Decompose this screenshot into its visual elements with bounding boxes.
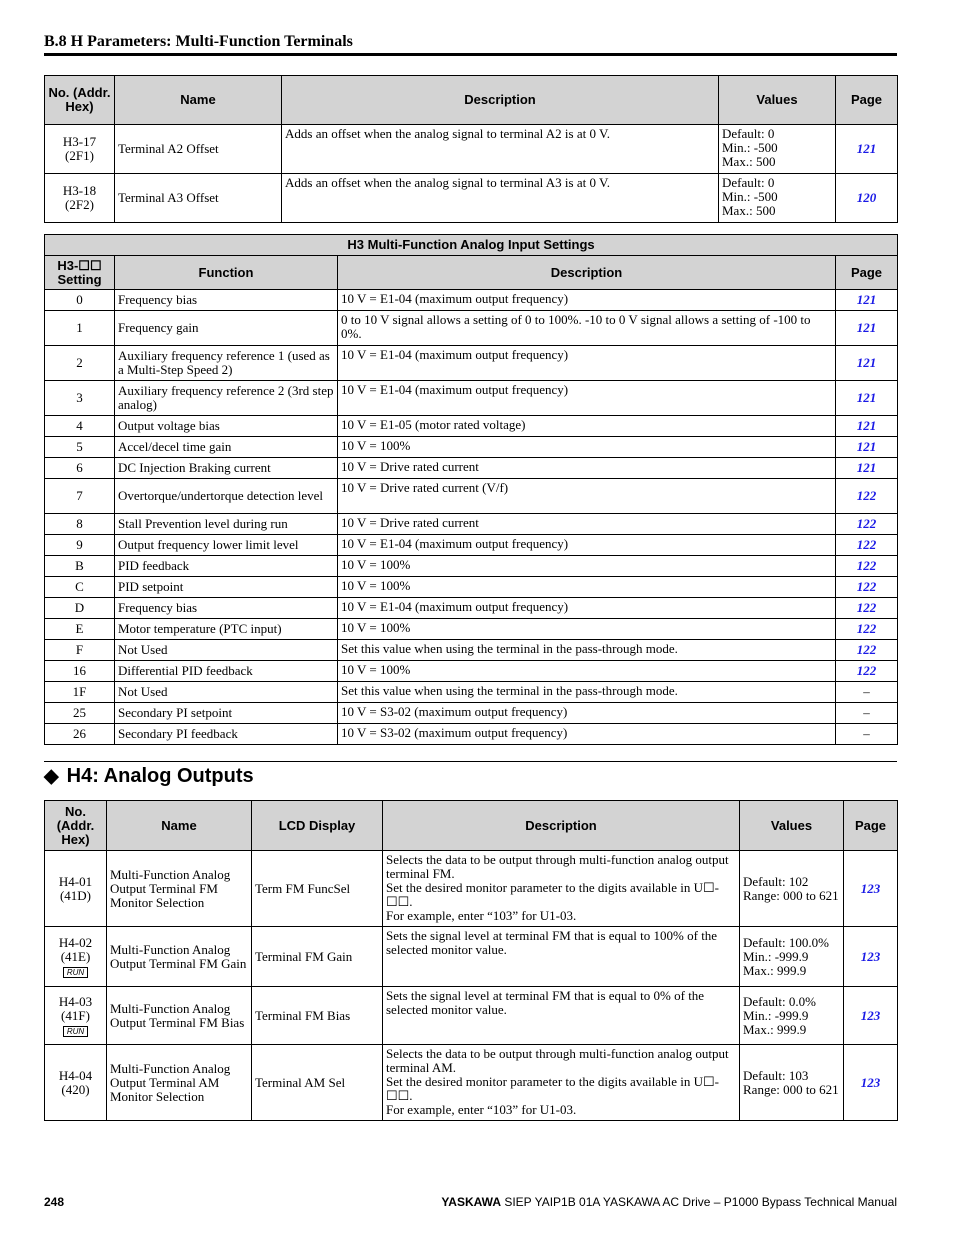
parameter-number: [45, 987, 107, 1045]
table-row: [45, 987, 898, 1045]
lcd-display-text: Term FM FuncSel: [252, 851, 383, 927]
parameter-description: Adds an offset when the analog signal to terminal A3 is at 0 V.: [282, 174, 719, 223]
page-link[interactable]: 121: [836, 290, 898, 311]
function-name: PID setpoint: [115, 577, 338, 598]
setting-description: 10 V = 100%: [338, 577, 836, 598]
column-header-values: Values: [719, 76, 836, 125]
column-header-setting: H3-☐☐ Setting: [45, 256, 115, 290]
setting-description: 10 V = Drive rated current: [338, 514, 836, 535]
page-link[interactable]: 122: [836, 598, 898, 619]
table-row: [45, 682, 898, 703]
page-link[interactable]: 123: [844, 851, 898, 927]
table-row: [45, 927, 898, 987]
parameter-address: (420): [61, 1081, 90, 1097]
setting-description: 10 V = 100%: [338, 556, 836, 577]
column-header-values: Values: [740, 801, 844, 851]
page-link: –: [836, 682, 898, 703]
lcd-display-text: Terminal FM Bias: [252, 987, 383, 1045]
parameter-description: [383, 927, 740, 987]
function-name: PID feedback: [115, 556, 338, 577]
setting-description: 10 V = E1-04 (maximum output frequency): [338, 346, 836, 381]
parameter-table-h3: [44, 75, 898, 223]
parameter-address: (41F): [61, 1007, 90, 1023]
parameter-id: H4-01: [58, 873, 93, 889]
table-row: [45, 598, 898, 619]
function-name: Frequency bias: [115, 598, 338, 619]
function-name: Frequency gain: [115, 311, 338, 346]
parameter-values: [719, 125, 836, 174]
parameter-description: [383, 987, 740, 1045]
column-header-description: Description: [282, 76, 719, 125]
parameter-address: (2F1): [65, 148, 94, 163]
parameter-id: H4-03: [58, 993, 93, 1009]
value-line: Default: 0: [722, 126, 775, 141]
run-badge: RUN: [63, 967, 88, 978]
setting-description: 10 V = S3-02 (maximum output frequency): [338, 703, 836, 724]
table-row: [45, 458, 898, 479]
parameter-id: H3-17: [62, 134, 97, 149]
setting-value: F: [45, 640, 115, 661]
header-rule: [44, 53, 897, 56]
parameter-name: Terminal A2 Offset: [115, 125, 282, 174]
page-link[interactable]: 121: [836, 346, 898, 381]
value-line: Range: 000 to 621: [743, 1081, 839, 1097]
description-line: Set the desired monitor parameter to the digits available in U☐-☐☐.: [386, 880, 719, 909]
setting-value: 0: [45, 290, 115, 311]
function-name: Frequency bias: [115, 290, 338, 311]
table-row: [45, 556, 898, 577]
page-link[interactable]: 120: [836, 174, 898, 223]
value-line: Min.: -999.9: [743, 1007, 809, 1023]
table-row: [45, 416, 898, 437]
parameter-values: [740, 927, 844, 987]
column-header-no: No. (Addr. Hex): [45, 801, 107, 851]
column-header-no: No. (Addr. Hex): [45, 76, 115, 125]
setting-value: 3: [45, 381, 115, 416]
page-link[interactable]: 123: [844, 927, 898, 987]
page-link[interactable]: 122: [836, 577, 898, 598]
value-line: Max.: 500: [722, 154, 776, 169]
parameter-description: [383, 851, 740, 927]
parameter-number: [45, 851, 107, 927]
table-row: [45, 290, 898, 311]
setting-value: 4: [45, 416, 115, 437]
parameter-name: Multi-Function Analog Output Terminal FM Monitor Selection: [107, 851, 252, 927]
value-line: Min.: -500: [722, 140, 778, 155]
section-header: B.8 H Parameters: Multi-Function Terminals: [44, 33, 353, 50]
setting-value: 25: [45, 703, 115, 724]
column-header-description: Description: [338, 256, 836, 290]
column-header-name: Name: [115, 76, 282, 125]
table-row: [45, 577, 898, 598]
value-line: Min.: -999.9: [743, 948, 809, 964]
page-link[interactable]: 121: [836, 416, 898, 437]
setting-value: 1F: [45, 682, 115, 703]
setting-value: C: [45, 577, 115, 598]
setting-value: 8: [45, 514, 115, 535]
parameter-id: H4-04: [58, 1067, 93, 1083]
section-heading-h4: [44, 765, 254, 788]
setting-description: 10 V = S3-02 (maximum output frequency): [338, 724, 836, 745]
table-row: [45, 703, 898, 724]
parameter-address: (41D): [59, 887, 92, 903]
value-line: Max.: 500: [722, 203, 776, 218]
function-name: Overtorque/undertorque detection level: [115, 479, 338, 514]
parameter-description: Adds an offset when the analog signal to terminal A2 is at 0 V.: [282, 125, 719, 174]
table-row: [45, 1045, 898, 1121]
function-name: Auxiliary frequency reference 1 (used as a Multi-Step Speed 2): [115, 346, 338, 381]
table-row: [45, 535, 898, 556]
function-name: Secondary PI setpoint: [115, 703, 338, 724]
setting-value: 1: [45, 311, 115, 346]
setting-value: E: [45, 619, 115, 640]
page-link[interactable]: 123: [844, 1045, 898, 1121]
table-title: H3 Multi-Function Analog Input Settings: [45, 235, 898, 256]
page-link[interactable]: 121: [836, 125, 898, 174]
parameter-id: H3-18: [62, 183, 97, 198]
run-badge: RUN: [63, 1026, 88, 1037]
footer-title: [441, 1195, 897, 1209]
parameter-number: [45, 125, 115, 174]
setting-description: 0 to 10 V signal allows a setting of 0 to 100%. -10 to 0 V signal allows a setting of -100 to 0%.: [338, 311, 836, 346]
description-line: Selects the data to be output through multi-function analog output terminal AM.: [386, 1046, 729, 1075]
setting-description: Set this value when using the terminal in the pass-through mode.: [338, 682, 836, 703]
table-row: [45, 724, 898, 745]
setting-value: 6: [45, 458, 115, 479]
function-name: Auxiliary frequency reference 2 (3rd step analog): [115, 381, 338, 416]
page-link[interactable]: 122: [836, 640, 898, 661]
description-line: Sets the signal level at terminal FM that is equal to 100% of the selected monitor value.: [386, 928, 718, 957]
page-link[interactable]: 122: [836, 535, 898, 556]
value-line: Range: 000 to 621: [743, 887, 839, 903]
column-header-lcd-display: LCD Display: [252, 801, 383, 851]
page-link[interactable]: 122: [836, 479, 898, 514]
parameter-values: [740, 1045, 844, 1121]
setting-description: 10 V = E1-04 (maximum output frequency): [338, 381, 836, 416]
setting-value: 9: [45, 535, 115, 556]
manual-title: SIEP YAIP1B 01A YASKAWA AC Drive – P1000 Bypass Technical Manual: [504, 1195, 897, 1209]
h3-settings-table: [44, 234, 898, 745]
table-row: [45, 479, 898, 514]
setting-value: 16: [45, 661, 115, 682]
setting-description: 10 V = 100%: [338, 661, 836, 682]
parameter-number: [45, 927, 107, 987]
description-line: For example, enter “103” for U1-03.: [386, 908, 577, 923]
page-link[interactable]: 122: [836, 619, 898, 640]
setting-description: 10 V = E1-04 (maximum output frequency): [338, 535, 836, 556]
setting-value: 7: [45, 479, 115, 514]
page-link[interactable]: 122: [836, 556, 898, 577]
table-row: [45, 174, 898, 223]
parameter-values: [740, 987, 844, 1045]
heading-text: H4: Analog Outputs: [66, 765, 254, 787]
table-row: [45, 125, 898, 174]
lcd-display-text: Terminal AM Sel: [252, 1045, 383, 1121]
diamond-bullet-icon: ◆: [44, 766, 59, 787]
column-header-page: Page: [844, 801, 898, 851]
table-row: [45, 311, 898, 346]
page-link: –: [836, 724, 898, 745]
parameter-name: Multi-Function Analog Output Terminal AM Monitor Selection: [107, 1045, 252, 1121]
value-line: Default: 103: [743, 1067, 809, 1083]
column-header-description: Description: [383, 801, 740, 851]
parameter-name: Terminal A3 Offset: [115, 174, 282, 223]
lcd-display-text: Terminal FM Gain: [252, 927, 383, 987]
parameter-number: [45, 1045, 107, 1121]
value-line: Default: 0.0%: [743, 993, 816, 1009]
setting-description: 10 V = Drive rated current (V/f): [338, 479, 836, 514]
page-link[interactable]: 121: [836, 437, 898, 458]
table-row: [45, 346, 898, 381]
parameter-description: [383, 1045, 740, 1121]
value-line: Default: 0: [722, 175, 775, 190]
setting-description: Set this value when using the terminal in the pass-through mode.: [338, 640, 836, 661]
brand-name: YASKAWA: [441, 1195, 501, 1209]
parameter-name: Multi-Function Analog Output Terminal FM Bias: [107, 987, 252, 1045]
value-line: Max.: 999.9: [743, 1021, 807, 1037]
parameter-address: (41E): [60, 948, 91, 964]
page-link[interactable]: 122: [836, 514, 898, 535]
column-header-function: Function: [115, 256, 338, 290]
setting-description: 10 V = E1-04 (maximum output frequency): [338, 290, 836, 311]
description-line: For example, enter “103” for U1-03.: [386, 1102, 577, 1117]
table-row: [45, 514, 898, 535]
setting-description: 10 V = E1-05 (motor rated voltage): [338, 416, 836, 437]
table-row: [45, 640, 898, 661]
description-line: Selects the data to be output through multi-function analog output terminal FM.: [386, 852, 729, 881]
value-line: Max.: 999.9: [743, 962, 807, 978]
parameter-values: [719, 174, 836, 223]
parameter-id: H4-02: [58, 934, 93, 950]
page-number: 248: [44, 1195, 65, 1209]
parameter-address: (2F2): [65, 197, 94, 212]
function-name: Output frequency lower limit level: [115, 535, 338, 556]
function-name: Stall Prevention level during run: [115, 514, 338, 535]
description-line: Sets the signal level at terminal FM that is equal to 0% of the selected monitor value.: [386, 988, 705, 1017]
page-link: –: [836, 703, 898, 724]
value-line: Default: 100.0%: [743, 934, 829, 950]
function-name: Not Used: [115, 682, 338, 703]
setting-value: 26: [45, 724, 115, 745]
setting-value: 5: [45, 437, 115, 458]
setting-value: B: [45, 556, 115, 577]
setting-description: 10 V = 100%: [338, 437, 836, 458]
parameter-values: [740, 851, 844, 927]
description-line: Set the desired monitor parameter to the digits available in U☐-☐☐.: [386, 1074, 719, 1103]
page-link[interactable]: 121: [836, 311, 898, 346]
table-row: [45, 381, 898, 416]
value-line: Default: 102: [743, 873, 809, 889]
function-name: Motor temperature (PTC input): [115, 619, 338, 640]
parameter-number: [45, 174, 115, 223]
parameter-name: Multi-Function Analog Output Terminal FM Gain: [107, 927, 252, 987]
heading-rule: [44, 761, 897, 762]
table-row: [45, 661, 898, 682]
parameter-table-h4: [44, 800, 898, 1121]
column-header-name: Name: [107, 801, 252, 851]
column-header-page: Page: [836, 76, 898, 125]
function-name: Output voltage bias: [115, 416, 338, 437]
setting-description: 10 V = E1-04 (maximum output frequency): [338, 598, 836, 619]
table-row: [45, 851, 898, 927]
value-line: Min.: -500: [722, 189, 778, 204]
function-name: Not Used: [115, 640, 338, 661]
page-link[interactable]: 122: [836, 661, 898, 682]
page-link[interactable]: 121: [836, 381, 898, 416]
setting-value: D: [45, 598, 115, 619]
function-name: Accel/decel time gain: [115, 437, 338, 458]
setting-description: 10 V = Drive rated current: [338, 458, 836, 479]
setting-description: 10 V = 100%: [338, 619, 836, 640]
column-header-page: Page: [836, 256, 898, 290]
function-name: Differential PID feedback: [115, 661, 338, 682]
table-row: [45, 619, 898, 640]
setting-value: 2: [45, 346, 115, 381]
page-link[interactable]: 121: [836, 458, 898, 479]
function-name: DC Injection Braking current: [115, 458, 338, 479]
function-name: Secondary PI feedback: [115, 724, 338, 745]
page-link[interactable]: 123: [844, 987, 898, 1045]
table-row: [45, 437, 898, 458]
